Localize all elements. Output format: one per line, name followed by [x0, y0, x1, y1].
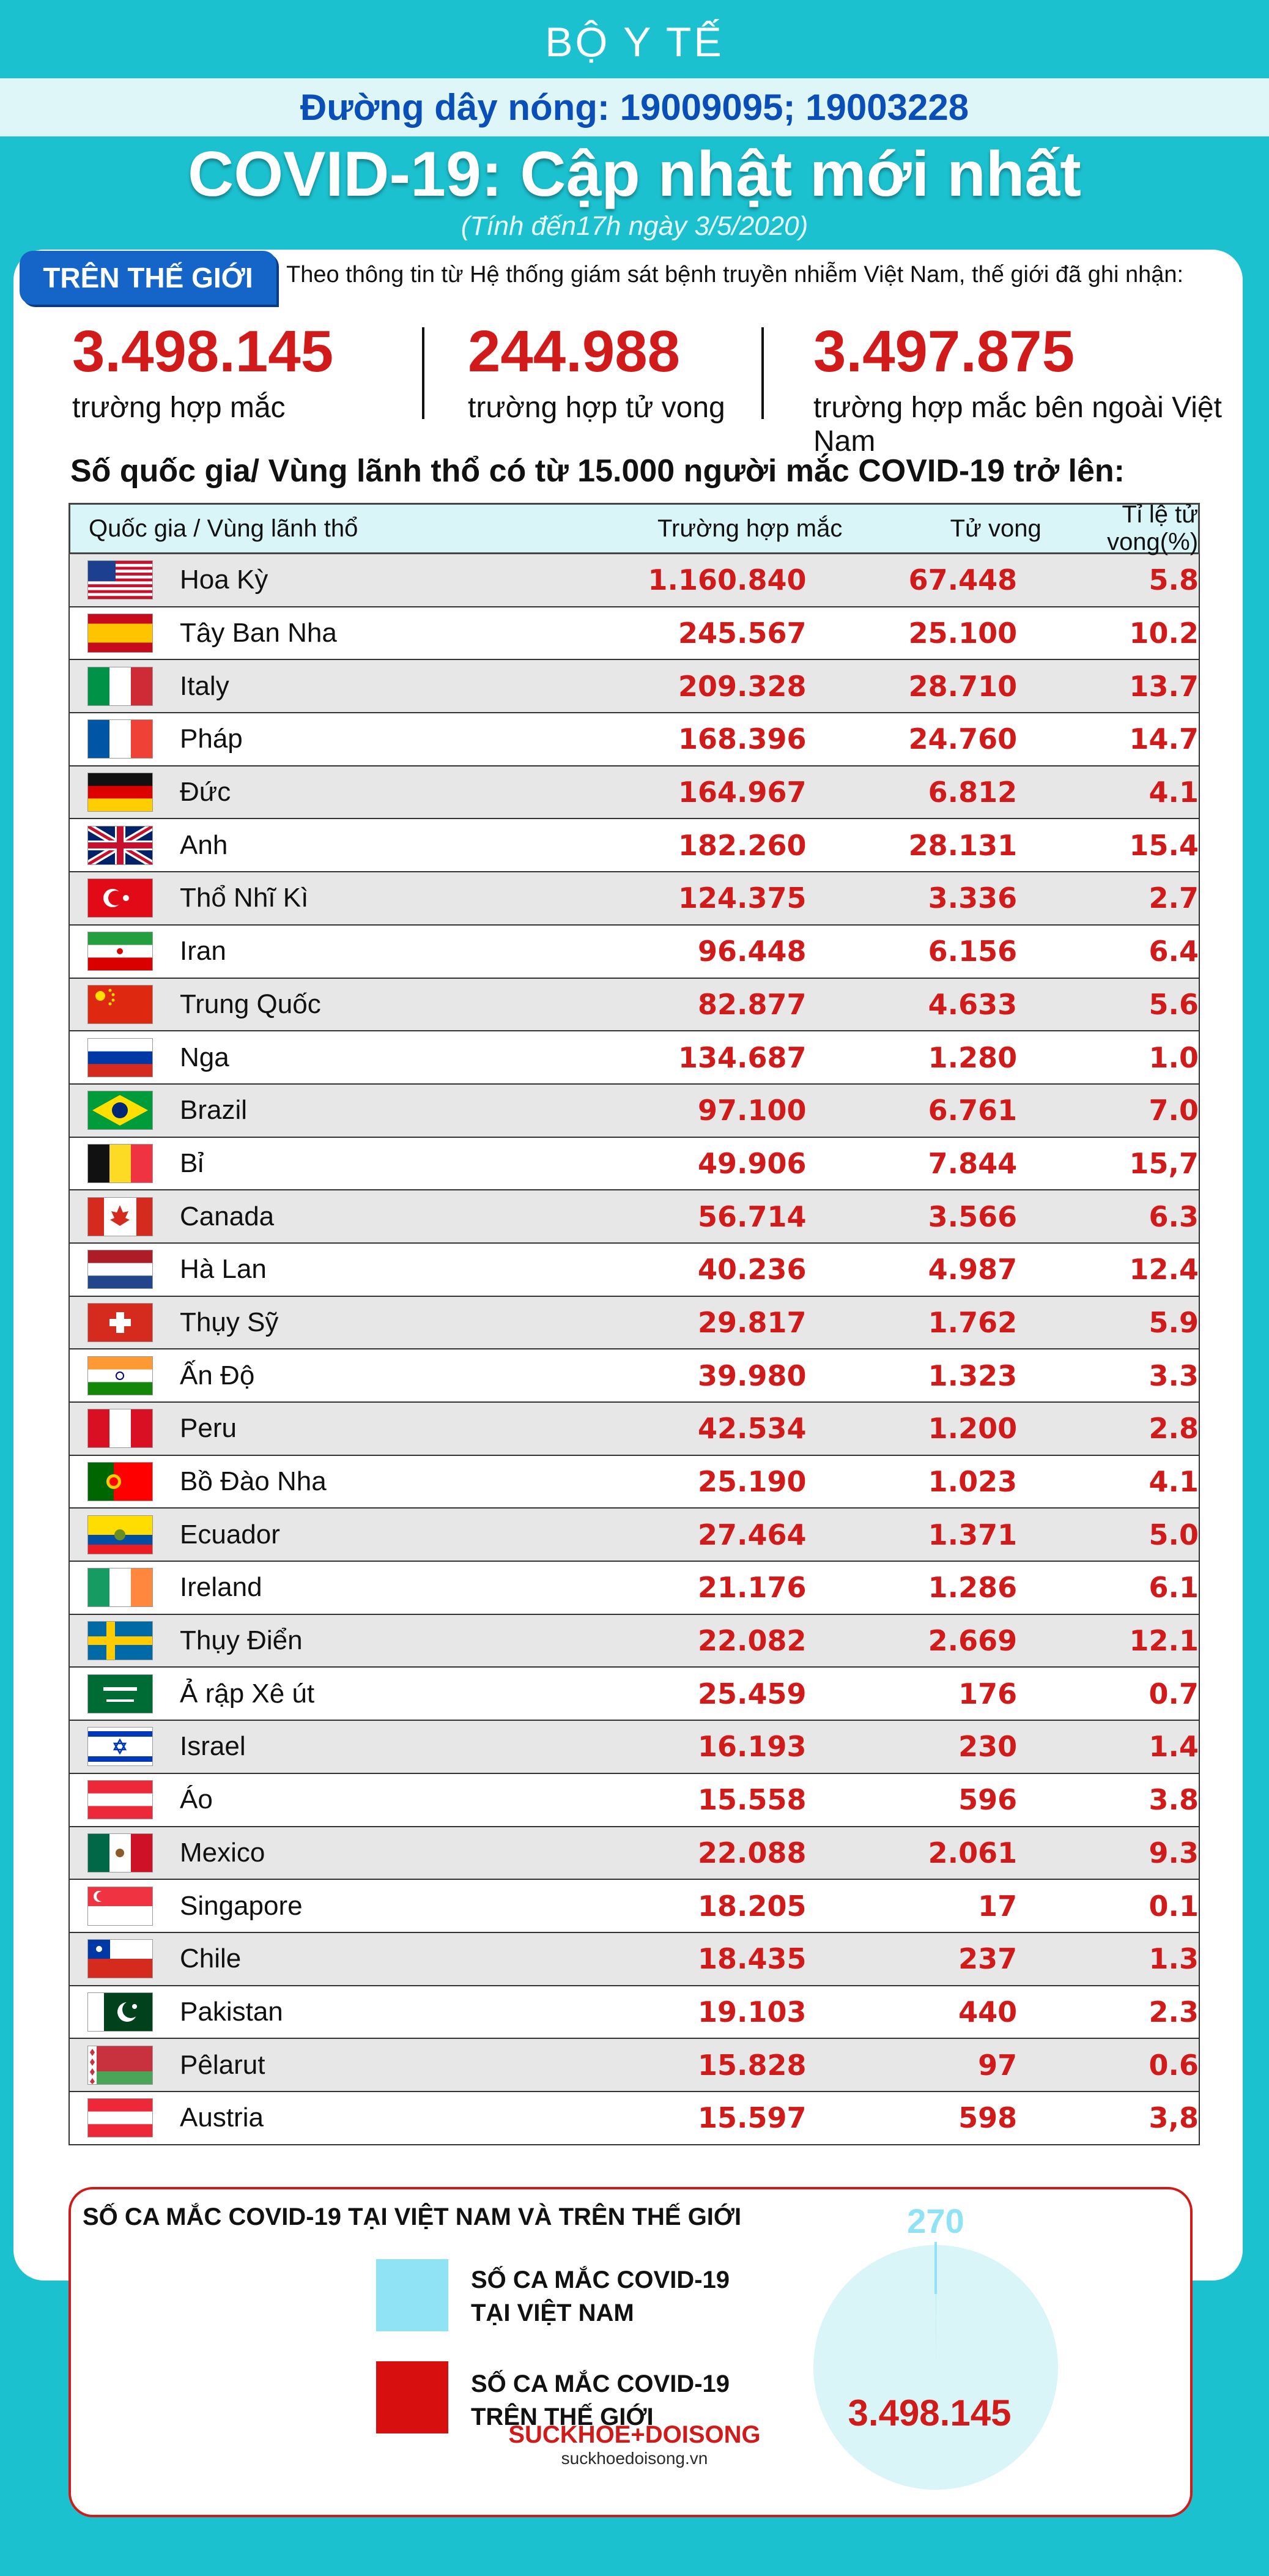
india-flag-icon — [88, 1357, 152, 1395]
table-row — [68, 872, 1200, 926]
deaths-cell: 97 — [978, 2048, 1018, 2082]
cases-cell: 124.375 — [678, 882, 807, 915]
stat-outside-vietnam — [813, 321, 1269, 458]
legend-line: TRÊN THẾ GIỚI — [471, 2403, 654, 2430]
cases-cell: 97.100 — [697, 1094, 807, 1127]
germany-flag-icon — [88, 773, 152, 811]
ecuador-flag-icon — [88, 1516, 152, 1554]
table-row — [68, 1509, 1200, 1562]
cases-cell: 82.877 — [697, 987, 807, 1021]
table-row — [68, 2092, 1200, 2145]
rate-cell: 6.1 — [1149, 1571, 1199, 1605]
rate-cell: 5.9 — [1149, 1305, 1199, 1339]
stat-total-deaths — [468, 321, 725, 425]
deaths-cell: 6.761 — [928, 1094, 1018, 1127]
stat-value: 244.988 — [468, 319, 681, 384]
update-time: (Tính đến17h ngày 3/5/2020) — [461, 211, 808, 241]
legend-line: SỐ CA MẮC COVID-19 — [471, 2266, 730, 2293]
deaths-cell: 6.156 — [928, 935, 1018, 968]
table-row — [68, 819, 1200, 872]
country-name: Trung Quốc — [180, 989, 321, 1019]
rate-cell: 3,8 — [1149, 2101, 1199, 2135]
stat-separator — [761, 327, 764, 419]
mexico-flag-icon — [88, 1834, 152, 1872]
country-name: Ấn Độ — [180, 1360, 255, 1390]
country-name: Ả rập Xê út — [180, 1678, 315, 1709]
country-name: Israel — [180, 1731, 246, 1762]
rate-cell: 14.7 — [1129, 722, 1199, 756]
uk-flag-icon — [88, 826, 152, 864]
country-name: Nga — [180, 1042, 229, 1072]
stat-value: 3.498.145 — [72, 319, 334, 384]
country-name: Bồ Đào Nha — [180, 1466, 327, 1497]
table-row — [68, 1085, 1200, 1138]
country-name: Tây Ban Nha — [180, 618, 337, 648]
rate-cell: 5.8 — [1149, 563, 1199, 597]
cases-cell: 134.687 — [678, 1041, 807, 1074]
table-row — [68, 1933, 1200, 1986]
rate-cell: 5.6 — [1149, 987, 1199, 1021]
rate-cell: 12.1 — [1129, 1624, 1199, 1658]
rate-cell: 15,7 — [1129, 1146, 1199, 1180]
pie-label-world: 3.498.145 — [848, 2392, 1012, 2433]
column-header-country: Quốc gia / Vùng lãnh thổ — [89, 514, 358, 542]
cases-cell: 96.448 — [697, 935, 807, 968]
page-title: COVID-19: Cập nhật mới nhất — [188, 139, 1081, 210]
table-row — [68, 1615, 1200, 1668]
turkey-flag-icon — [88, 879, 152, 917]
deaths-cell: 230 — [958, 1730, 1018, 1764]
stat-total-cases — [72, 321, 333, 425]
switzerland-flag-icon — [88, 1304, 152, 1342]
table-header — [68, 503, 1200, 554]
singapore-flag-icon — [88, 1887, 152, 1925]
deaths-cell: 4.633 — [928, 987, 1018, 1021]
stat-label: trường hợp mắc — [72, 392, 286, 424]
stat-value: 3.497.875 — [813, 319, 1075, 384]
table-row — [68, 1827, 1200, 1880]
table-row — [68, 1562, 1200, 1615]
cases-cell: 164.967 — [678, 776, 807, 809]
table-row — [68, 1297, 1200, 1350]
deaths-cell: 3.336 — [928, 882, 1018, 915]
rate-cell: 1.3 — [1149, 1942, 1199, 1976]
deaths-cell: 1.371 — [928, 1518, 1018, 1551]
deaths-cell: 1.323 — [928, 1359, 1018, 1392]
table-row — [68, 926, 1200, 979]
rate-cell: 3.8 — [1149, 1783, 1199, 1817]
country-name: Canada — [180, 1201, 275, 1231]
cases-cell: 209.328 — [678, 669, 807, 703]
country-name: Pakistan — [180, 1996, 283, 2027]
country-name: Pêlarut — [180, 2049, 265, 2080]
rate-cell: 3.3 — [1149, 1359, 1199, 1392]
deaths-cell: 28.131 — [908, 828, 1018, 862]
cases-cell: 40.236 — [697, 1253, 807, 1286]
world-tab: TRÊN THẾ GIỚI — [20, 251, 276, 305]
rate-cell: 0.6 — [1149, 2048, 1199, 2082]
country-name: Áo — [180, 1784, 213, 1815]
deaths-cell: 6.812 — [928, 776, 1018, 809]
pie-label-vietnam: 270 — [907, 2202, 964, 2240]
deaths-cell: 237 — [958, 1942, 1018, 1976]
cases-cell: 29.817 — [697, 1305, 807, 1339]
china-flag-icon — [88, 985, 152, 1023]
table-row — [68, 766, 1200, 820]
deaths-cell: 176 — [958, 1677, 1018, 1710]
table-row — [68, 1190, 1200, 1244]
table-body — [68, 554, 1200, 2145]
cases-cell: 15.828 — [697, 2048, 807, 2082]
table-heading: Số quốc gia/ Vùng lãnh thổ có từ 15.000 người mắc COVID-19 trở lên: — [70, 453, 1125, 489]
deaths-cell: 1.023 — [928, 1465, 1018, 1499]
rate-cell: 1.0 — [1149, 1041, 1199, 1074]
deaths-cell: 4.987 — [928, 1253, 1018, 1286]
rate-cell: 2.3 — [1149, 1995, 1199, 2029]
table-row — [68, 1456, 1200, 1509]
table-row — [68, 1244, 1200, 1297]
country-name: Ireland — [180, 1572, 262, 1603]
pakistan-flag-icon — [88, 1993, 152, 2031]
chart-title: SỐ CA MẮC COVID-19 TẠI VIỆT NAM VÀ TRÊN THẾ GIỚI — [83, 2203, 742, 2230]
brand-url: suckhoedoisong.vn — [561, 2449, 708, 2468]
cases-cell: 16.193 — [697, 1730, 807, 1764]
cases-cell: 182.260 — [678, 828, 807, 862]
cases-cell: 245.567 — [678, 617, 807, 650]
cases-cell: 19.103 — [697, 1995, 807, 2029]
rate-cell: 1.4 — [1149, 1730, 1199, 1764]
peru-flag-icon — [88, 1409, 152, 1447]
country-name: Chile — [180, 1943, 242, 1974]
column-header-rate: Tỉ lệ tử vong(%) — [1107, 501, 1199, 555]
legend-line: SỐ CA MẮC COVID-19 — [471, 2370, 730, 2397]
sweden-flag-icon — [88, 1622, 152, 1660]
country-name: Austria — [180, 2103, 264, 2133]
rate-cell: 4.1 — [1149, 1465, 1199, 1499]
table-row — [68, 1403, 1200, 1456]
deaths-cell: 2.061 — [928, 1836, 1018, 1869]
cases-cell: 42.534 — [697, 1412, 807, 1446]
cases-cell: 18.205 — [697, 1889, 807, 1923]
deaths-cell: 598 — [958, 2101, 1018, 2135]
country-name: Brazil — [180, 1095, 248, 1126]
country-name: Thổ Nhĩ Kì — [180, 883, 309, 913]
iran-flag-icon — [88, 932, 152, 970]
deaths-cell: 596 — [958, 1783, 1018, 1817]
world-intro: Theo thông tin từ Hệ thống giám sát bệnh truyền nhiễm Việt Nam, thế giới đã ghi nhận: — [286, 262, 1184, 288]
country-name: Anh — [180, 830, 228, 860]
israel-flag-icon — [88, 1728, 152, 1765]
covid-table — [68, 503, 1200, 2145]
table-row — [68, 660, 1200, 713]
saudi-flag-icon — [88, 1675, 152, 1713]
cases-cell: 25.459 — [697, 1677, 807, 1710]
table-row — [68, 979, 1200, 1032]
rate-cell: 12.4 — [1129, 1253, 1199, 1286]
chile-flag-icon — [88, 1940, 152, 1978]
russia-flag-icon — [88, 1039, 152, 1077]
country-name: Italy — [180, 670, 229, 701]
ireland-flag-icon — [88, 1568, 152, 1606]
country-name: Hoa Kỳ — [180, 565, 268, 595]
cases-cell: 39.980 — [697, 1359, 807, 1392]
table-row — [68, 1668, 1200, 1721]
rate-cell: 10.2 — [1129, 617, 1199, 650]
country-name: Bỉ — [180, 1148, 204, 1178]
cases-cell: 22.082 — [697, 1624, 807, 1658]
rate-cell: 6.3 — [1149, 1200, 1199, 1233]
austria-flag-icon — [88, 1781, 152, 1819]
deaths-cell: 25.100 — [908, 617, 1018, 650]
hotline: Đường dây nóng: 19009095; 19003228 — [0, 78, 1269, 136]
brazil-flag-icon — [88, 1091, 152, 1129]
austria-flag-icon — [88, 2099, 152, 2137]
country-name: Peru — [180, 1413, 237, 1444]
rate-cell: 5.0 — [1149, 1518, 1199, 1551]
deaths-cell: 67.448 — [908, 563, 1018, 597]
cases-cell: 56.714 — [697, 1200, 807, 1233]
table-row — [68, 1349, 1200, 1403]
rate-cell: 0.7 — [1149, 1677, 1199, 1710]
canada-flag-icon — [88, 1198, 152, 1236]
rate-cell: 0.1 — [1149, 1889, 1199, 1923]
table-row — [68, 2039, 1200, 2092]
table-row — [68, 713, 1200, 766]
deaths-cell: 440 — [958, 1995, 1018, 2029]
cases-cell: 18.435 — [697, 1942, 807, 1976]
table-row — [68, 1031, 1200, 1085]
cases-cell: 1.160.840 — [648, 563, 807, 597]
stat-label: trường hợp tử vong — [468, 392, 725, 424]
rate-cell: 15.4 — [1129, 828, 1199, 862]
rate-cell: 9.3 — [1149, 1836, 1199, 1869]
deaths-cell: 1.286 — [928, 1571, 1018, 1605]
column-header-deaths: Tử vong — [950, 514, 1041, 542]
table-row — [68, 1721, 1200, 1774]
deaths-cell: 1.762 — [928, 1305, 1018, 1339]
brand-logo: SUCKHOE+DOISONG — [508, 2421, 761, 2448]
country-name: Thụy Điển — [180, 1625, 303, 1656]
cases-cell: 27.464 — [697, 1518, 807, 1551]
cases-cell: 21.176 — [697, 1571, 807, 1605]
deaths-cell: 17 — [978, 1889, 1018, 1923]
stat-separator — [422, 327, 424, 419]
cases-cell: 15.597 — [697, 2101, 807, 2135]
legend-line: TẠI VIỆT NAM — [471, 2299, 634, 2326]
stat-label: trường hợp mắc bên ngoài Việt Nam — [813, 392, 1222, 458]
footer-brand — [0, 2421, 1269, 2468]
spain-flag-icon — [88, 614, 152, 652]
usa-flag-icon — [88, 561, 152, 599]
country-name: Ecuador — [180, 1519, 280, 1550]
table-row — [68, 1986, 1200, 2040]
belgium-flag-icon — [88, 1145, 152, 1182]
italy-flag-icon — [88, 667, 152, 705]
rate-cell: 2.7 — [1149, 882, 1199, 915]
country-name: Thụy Sỹ — [180, 1307, 279, 1337]
cases-cell: 168.396 — [678, 722, 807, 756]
deaths-cell: 24.760 — [908, 722, 1018, 756]
cases-cell: 22.088 — [697, 1836, 807, 1869]
country-name: Pháp — [180, 724, 243, 754]
country-name: Mexico — [180, 1837, 265, 1868]
rate-cell: 7.0 — [1149, 1094, 1199, 1127]
legend-swatch-vietnam — [376, 2259, 448, 2331]
deaths-cell: 1.280 — [928, 1041, 1018, 1074]
netherlands-flag-icon — [88, 1250, 152, 1288]
portugal-flag-icon — [88, 1463, 152, 1501]
table-row — [68, 554, 1200, 607]
table-row — [68, 1138, 1200, 1191]
belarus-flag-icon — [88, 2046, 152, 2084]
cases-cell: 25.190 — [697, 1465, 807, 1499]
legend-label-vietnam — [471, 2263, 730, 2329]
country-name: Hà Lan — [180, 1254, 267, 1285]
france-flag-icon — [88, 720, 152, 758]
deaths-cell: 3.566 — [928, 1200, 1018, 1233]
rate-cell: 6.4 — [1149, 935, 1199, 968]
rate-cell: 4.1 — [1149, 776, 1199, 809]
country-name: Đức — [180, 777, 231, 807]
column-header-cases: Trường hợp mắc — [657, 514, 843, 542]
cases-cell: 49.906 — [697, 1146, 807, 1180]
deaths-cell: 1.200 — [928, 1412, 1018, 1446]
rate-cell: 13.7 — [1129, 669, 1199, 703]
table-row — [68, 607, 1200, 661]
country-name: Iran — [180, 936, 226, 967]
cases-cell: 15.558 — [697, 1783, 807, 1817]
deaths-cell: 7.844 — [928, 1146, 1018, 1180]
rate-cell: 2.8 — [1149, 1412, 1199, 1446]
table-row — [68, 1880, 1200, 1933]
table-row — [68, 1774, 1200, 1827]
deaths-cell: 28.710 — [908, 669, 1018, 703]
deaths-cell: 2.669 — [928, 1624, 1018, 1658]
ministry-name: BỘ Y TẾ — [545, 19, 724, 65]
country-name: Singapore — [180, 1890, 303, 1921]
